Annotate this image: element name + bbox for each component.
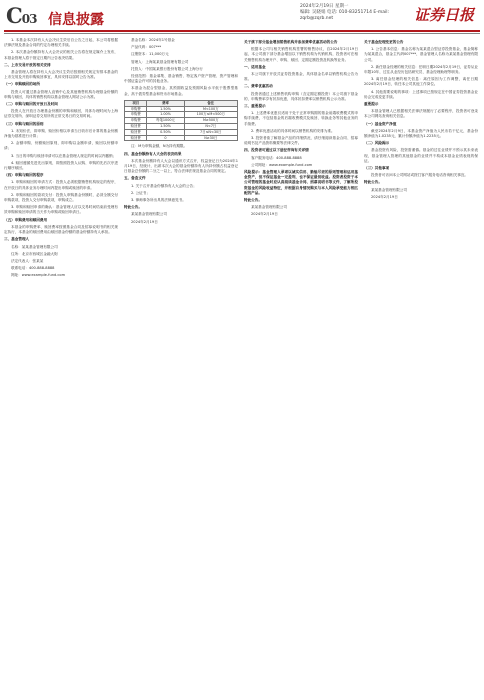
column-4 xyxy=(364,38,478,694)
paragraph: 1. 未知价法，即申购、赎回价格以申请当日收市后计算的基金份额净值为基准进行计算； xyxy=(4,128,118,139)
paragraph: 1. 公告基本信息：基金名称为某某混合型证券投资基金，基金简称为某某混合，基金主代码007***，基金管理人名称为某某基金管理有限公司。 xyxy=(364,47,478,62)
paragraph: 2024年2月19日 xyxy=(131,219,158,224)
paragraph: 投资者可访问本公司网站或拨打客户服务电话咨询相关事宜。 xyxy=(371,173,469,178)
paragraph: （一）申购赎回的场所 xyxy=(4,82,40,87)
paragraph: 网址：www.example-fund.com xyxy=(11,273,66,278)
paragraph: 某某基金管理有限公司 xyxy=(251,205,287,210)
paragraph: 3. 当日的申购与赎回申请可以在基金管理人规定的时间以内撤销； xyxy=(11,153,117,158)
paragraph: 二、上市交易开放的相关安排 xyxy=(4,62,51,67)
column-3 xyxy=(244,38,358,694)
paragraph: 本基金为混合型基金，其预期收益及预期风险水平低于股票型基金，高于债券型基金和货币市场基金。 xyxy=(124,86,238,96)
paragraph: 关于旗下部分基金增加销售机构并参加费率优惠活动的公告 xyxy=(244,40,338,44)
paragraph: 本基金的申购费率、赎回费率按照基金合同及招募说明书的相关规定执行，本基金的赎回费用由赎回基金份额的基金份额持有人承担。 xyxy=(4,224,118,235)
paragraph: 法定代表人：张某某 xyxy=(11,258,44,263)
column-1 xyxy=(4,38,118,694)
paragraph: （二）申购与赎回的开放日及时间 xyxy=(4,102,58,107)
table-cell: 赎回费 xyxy=(125,129,147,135)
paragraph: （一）基金资产净值 xyxy=(364,121,397,126)
table-cell: 1.50% xyxy=(147,106,184,112)
paragraph: 重要提示 xyxy=(364,102,379,107)
page-number: C03 xyxy=(6,3,37,28)
table-cell: 每笔1000元 xyxy=(147,118,184,124)
table-cell: 1.50% xyxy=(147,124,184,130)
newspaper-logo xyxy=(412,3,480,25)
paragraph: 投资人可通过基金管理人直销中心及其他销售机构办理基金份额的申购与赎回，具体的销售机构以基金管理人网站公示为准。 xyxy=(4,89,118,99)
paragraph: 根据本公司与相关销售机构签署的销售协议，自2024年2月19日起，本公司旗下部分基金增加以下销售机构为代销机构，投资者可在相关销售机构办理开户、申购、赎回、定期定额投资及转换等业务。 xyxy=(244,47,358,62)
paragraph: 本次基金份额持有人大会以通讯方式召开，权益登记日为2024年1月19日，经统计，出席本次大会的基金份额持有人所持份额占权益登记日基金总份额的二分之一以上，符合法律法规及基金合同的规定。 xyxy=(124,158,238,174)
paragraph: 注册资本：11,000万元 xyxy=(131,52,169,57)
paragraph: 联系电话：400-888-8888 xyxy=(11,266,55,271)
paragraph: （三）申购与赎回的原则 xyxy=(4,121,44,126)
table-cell: M<100万 xyxy=(184,106,237,112)
paragraph: 某某基金管理有限公司 xyxy=(131,212,167,217)
paragraph: 基金管理人将在持有人大会决议生效后按照相关规定安排本基金的上市交易及开放申购赎回事宜，具体安排以届时公告为准。 xyxy=(4,70,118,80)
paragraph: 四、基金份额持有人大会的表决结果 xyxy=(124,151,182,156)
paragraph: 基金名称：2024年1号基金 xyxy=(131,38,175,42)
table-cell: 1.00% xyxy=(147,112,184,118)
paragraph: 管理人：上海某某基金管理有限公司 xyxy=(131,59,189,64)
paragraph: 3. 申购和赎回申请的确认：基金管理人应以交易时间结束前受理有效申购和赎回申请的当天作为申购或赎回申请日。 xyxy=(4,205,118,215)
column-2 xyxy=(124,38,238,694)
paragraph: 一、适用基金 xyxy=(244,64,266,69)
paragraph: 关于基金经理变更的公告 xyxy=(364,40,404,44)
paragraph: 二、费率优惠活动 xyxy=(244,84,273,89)
paragraph: 1. 本基金本次持有人大会决议生效后自公告之日起，本公司将根据法律法规及基金合同的约定办理相关手续。 xyxy=(4,38,118,48)
paragraph: 客户服务电话：400-888-8888 xyxy=(251,155,302,160)
paragraph: 注：M为申购金额，N为持有期限。 xyxy=(131,144,188,149)
table-cell: 赎回费 xyxy=(125,124,147,130)
table-cell: 申购费 xyxy=(125,118,147,124)
table-cell: 100万≤M<500万 xyxy=(184,112,237,118)
paragraph: 特此公告。 xyxy=(244,198,262,203)
paragraph: 2024年2月19日 xyxy=(371,194,398,199)
paragraph: 4. 赎回遵循先进先出原则，即按照投资人认购、申购的先后次序进行顺序赎回。 xyxy=(4,160,118,171)
table-cell: 申购费 xyxy=(125,112,147,118)
paragraph: 三、基金管理人 xyxy=(4,237,30,242)
paragraph: （五）申购费用和赎回费用 xyxy=(4,217,48,222)
header-rule-thin xyxy=(4,33,480,34)
paragraph: 1. 申购和赎回的申请方式：投资人必须根据销售机构规定的程序，在开放日的具体业务办理时间内提出申购或赎回的申请。 xyxy=(4,180,118,190)
header-rule xyxy=(4,30,480,32)
paragraph: 三、重要提示 xyxy=(244,104,266,109)
paragraph: 风险提示：基金管理人承诺以诚实信用、勤勉尽责的原则管理和运用基金资产，但不保证基金一定盈利，也不保证最低收益。投资者投资于本公司管理的基金时应认真阅读基金合同、招募说明书等文件，了解所投资基金的风险收益特征，并根据自身情况购买与本人风险承受能力相匹配的产品。 xyxy=(244,170,358,195)
paragraph: 2. 本次基金份额持有人大会决议的相关公告将在规定媒介上发布，本基金管理人将于指定日期内公告表决结果。 xyxy=(4,50,118,60)
paragraph: 2. 金额申购、份额赎回原则，即申购以金额申请，赎回以份额申请； xyxy=(4,141,118,151)
paragraph: 投资者通过上述销售机构申购（含定期定额投资）本公司旗下基金的，申购费率享有折扣优惠，具体折扣费率以销售机构公示为准。 xyxy=(244,91,358,101)
table-header-cell: 备注 xyxy=(184,100,237,106)
paragraph: 2024年2月19日 xyxy=(251,212,278,217)
paragraph: 五、备查文件 xyxy=(124,176,146,181)
article-columns xyxy=(4,38,480,694)
table-row xyxy=(125,135,238,141)
paragraph: 产品代码：007*** xyxy=(131,45,162,50)
table-cell: 赎回费 xyxy=(125,135,147,141)
paragraph: 四、投资者可通过以下途径咨询有关详情 xyxy=(244,148,309,153)
paragraph: 特此公告。 xyxy=(364,180,382,185)
fee-table xyxy=(124,100,238,142)
paragraph: 本基金管理人已根据相关法律法规履行了必要程序，投资者可登录本公司网站查询相关信息。 xyxy=(364,109,478,119)
paragraph: （三）其他事项 xyxy=(364,166,390,171)
paragraph: 公司网址：www.example-fund.com xyxy=(251,162,313,167)
table-cell: 申购费 xyxy=(125,106,147,112)
table-cell: N≥30日 xyxy=(184,135,237,141)
paragraph: 基金投资有风险，投资需谨慎。基金的过往业绩并不预示其未来表现，基金管理人管理的其他基金的业绩并不构成本基金业绩表现的保证。 xyxy=(364,148,478,163)
paragraph: 本公司旗下开放式证券投资基金，具体基金名单以销售机构公告为准。 xyxy=(244,72,358,82)
paragraph: 托管人：中国某某银行股份有限公司上海分行 xyxy=(131,66,203,71)
paragraph: 经营范围：基金募集、基金销售、特定客户资产管理、资产管理和中国证监会许可的其他业务。 xyxy=(124,74,238,84)
paragraph: 截至2024年2月9日，本基金资产净值为人民币若干亿元，基金份额净值为1.0235元，累计份额净值为1.2235元。 xyxy=(364,128,478,139)
table-header-cell: 费率 xyxy=(147,100,184,106)
paragraph: 投资人在开放日办理基金份额的申购和赎回，具体办理时间为上海证券交易所、深圳证券交易所的正常交易日的交易时间。 xyxy=(4,109,118,119)
paragraph: 3. 律师事务所出具的法律意见书。 xyxy=(131,198,186,203)
paragraph: 1. 关于召开基金份额持有人大会的公告； xyxy=(131,183,197,188)
paragraph: 2. 费率优惠活动的具体时间以销售机构的安排为准。 xyxy=(251,128,335,133)
paragraph: 住所：北京市西城区金融大街 xyxy=(11,251,58,256)
paragraph: 4. 其他需要说明的事项：上述事项已按规定在中国证券投资基金业协会完成变更手续。 xyxy=(364,89,478,99)
paragraph: 1. 上述费率优惠仅适用于处于正常申购期的基金前端收费模式的申购手续费，不包括基金的后端收费模式及赎回、转换业务等其他业务的手续费。 xyxy=(244,111,358,126)
table-cell: 7日≤N<30日 xyxy=(184,129,237,135)
paragraph: 2. 新任基金经理的相关信息：任职日期2024年2月19日，证券从业年限10年，过往从业经历包括研究员、基金经理助理等职务。 xyxy=(364,64,478,75)
table-cell: N<7日 xyxy=(184,124,237,130)
logo-text: 证券日报 xyxy=(414,6,475,24)
table-cell: 0.50% xyxy=(147,129,184,135)
paragraph: 3. 离任基金经理的相关信息：离任原因为工作调整，离任日期2024年2月19日，转任本公司其他工作岗位。 xyxy=(364,77,478,87)
paragraph: 某某基金管理有限公司 xyxy=(371,187,407,192)
section-title: 信息披露 xyxy=(48,12,104,28)
paragraph: 特此公告。 xyxy=(124,205,142,210)
paragraph: （四）申购与赎回的程序 xyxy=(4,173,44,178)
paragraph: 名称：某某基金管理有限公司 xyxy=(11,244,58,249)
paragraph: （二）风险揭示 xyxy=(364,141,390,146)
table-header-cell: 项目 xyxy=(125,100,147,106)
table-cell: M≥500万 xyxy=(184,118,237,124)
issue-meta: 2024年2月19日 星期一 编辑: 吴晓娟 电话: 010-83251714 E-mail: zqrb@zqrb.net xyxy=(300,4,389,21)
paragraph: 3. 投资者欲了解基金产品的详细情况，请仔细阅读基金合同、招募说明书及产品资料概要等法律文件。 xyxy=(244,136,358,146)
paragraph: 2. 公证书； xyxy=(131,190,150,195)
paragraph: 2. 申购和赎回的款项支付：投资人申购基金份额时，必须全额交付申购款项，投资人交付申购款项，申购成立。 xyxy=(4,192,118,203)
table-cell: 0 xyxy=(147,135,184,141)
